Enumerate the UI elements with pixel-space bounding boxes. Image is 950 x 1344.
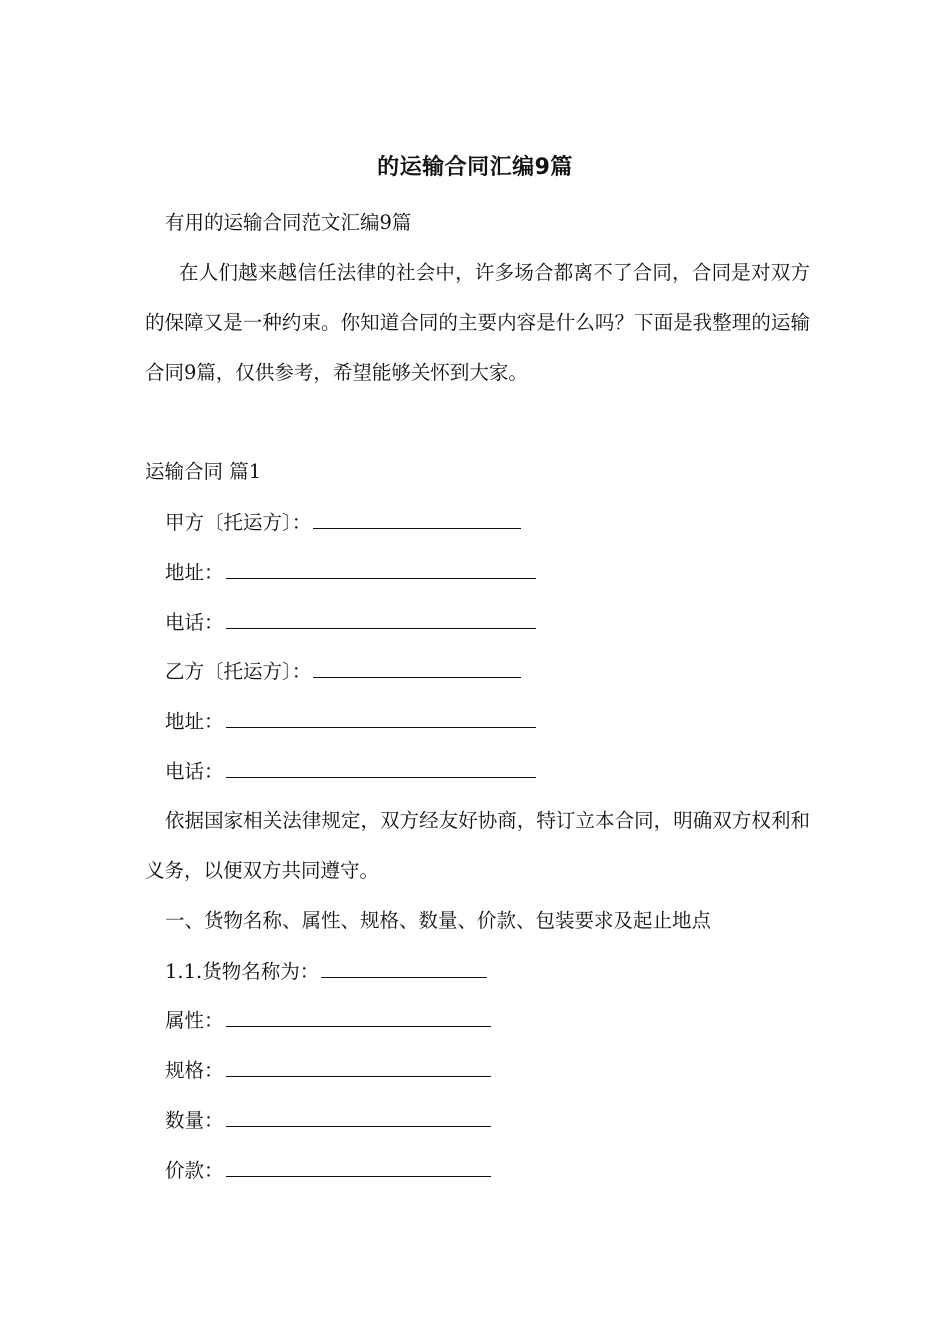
address-b-blank: [226, 706, 536, 728]
phone-b-blank: [226, 756, 536, 778]
party-b-field: [165, 656, 521, 687]
address-a-field: [165, 557, 536, 588]
quantity-blank: [226, 1105, 491, 1127]
address-b-label: 地址：: [165, 710, 224, 733]
attribute-blank: [226, 1005, 491, 1027]
party-a-blank: [313, 507, 521, 529]
document-subtitle: 有用的运输合同范文汇编9篇: [165, 211, 412, 234]
cargo-name-blank: [321, 956, 487, 978]
cargo-name-label: 1.1.货物名称为：: [165, 960, 320, 983]
attribute-label: 属性：: [165, 1009, 224, 1032]
document-title: 的运输合同汇编9篇: [377, 155, 573, 180]
address-b-field: [165, 706, 536, 737]
cargo-name-field: [165, 956, 487, 987]
clause-1-heading: 一、货物名称、属性、规格、数量、价款、包装要求及起止地点: [165, 909, 712, 932]
spec-label: 规格：: [165, 1059, 224, 1082]
phone-b-label: 电话：: [165, 760, 224, 783]
attribute-field: [165, 1005, 491, 1036]
intro-paragraph: 在人们越来越信任法律的社会中，许多场合都离不了合同，合同是对双方的保障又是一种约束。你知道合同的主要内容是什么吗？下面是我整理的运输合同9篇，仅供参考，希望能够关怀到大家。: [145, 261, 810, 384]
party-b-blank: [313, 656, 521, 678]
phone-a-label: 电话：: [165, 611, 224, 634]
quantity-field: [165, 1105, 491, 1136]
address-a-blank: [226, 557, 536, 579]
quantity-label: 数量：: [165, 1109, 224, 1132]
party-a-field: [165, 507, 521, 538]
party-b-label: 乙方〔托运方〕：: [165, 660, 312, 683]
price-label: 价款：: [165, 1159, 224, 1182]
section-heading: 运输合同 篇1: [145, 460, 262, 483]
price-field: [165, 1155, 491, 1186]
phone-b-field: [165, 756, 536, 787]
phone-a-blank: [226, 607, 536, 629]
party-a-label: 甲方〔托运方〕：: [165, 511, 312, 534]
agreement-paragraph: 依据国家相关法律规定，双方经友好协商，特订立本合同，明确双方权利和义务，以便双方共同遵守。: [145, 809, 810, 882]
spec-field: [165, 1055, 491, 1086]
phone-a-field: [165, 607, 536, 638]
spec-blank: [226, 1055, 491, 1077]
price-blank: [226, 1155, 491, 1177]
address-a-label: 地址：: [165, 561, 224, 584]
